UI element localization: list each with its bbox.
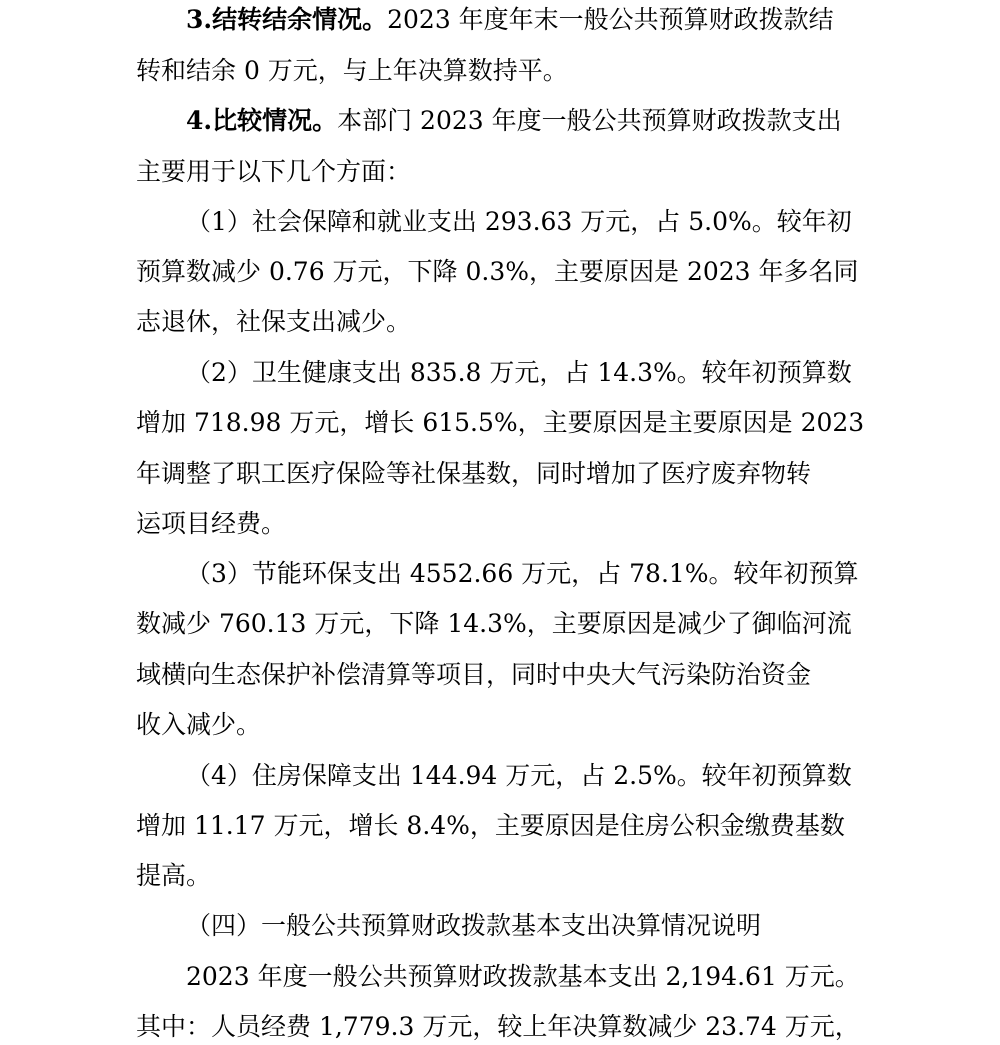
paragraph-7-line-2 bbox=[0, 1012, 1000, 1042]
paragraph-6-line-3-text: 提高。 bbox=[136, 861, 212, 890]
paragraph-4-line-1-text: （2）卫生健康支出 835.8 万元，占 14.3%。较年初预算数 bbox=[186, 358, 852, 387]
paragraph-6-line-1 bbox=[0, 761, 1000, 791]
paragraph-5-line-1 bbox=[0, 559, 1000, 589]
paragraph-1-line-2 bbox=[0, 56, 1000, 86]
paragraph-3-line-1 bbox=[0, 207, 1000, 237]
section-heading-line bbox=[0, 911, 1000, 941]
paragraph-5-line-4-text: 收入减少。 bbox=[136, 710, 262, 739]
paragraph-6-line-1-text: （4）住房保障支出 144.94 万元，占 2.5%。较年初预算数 bbox=[186, 761, 852, 790]
paragraph-6-line-2-text: 增加 11.17 万元，增长 8.4%，主要原因是住房公积金缴费基数 bbox=[136, 811, 845, 840]
paragraph-7-line-1-text: 2023 年度一般公共预算财政拨款基本支出 2,194.61 万元。 bbox=[186, 962, 860, 991]
paragraph-7-line-1 bbox=[0, 962, 1000, 992]
paragraph-2-line-2 bbox=[0, 157, 1000, 187]
paragraph-7-line-2-text: 其中：人员经费 1,779.3 万元，较上年决算数减少 23.74 万元， bbox=[136, 1012, 860, 1041]
paragraph-1-line-1-text: 2023 年度年末一般公共预算财政拨款结 bbox=[387, 5, 834, 34]
paragraph-5-line-2-text: 数减少 760.13 万元，下降 14.3%，主要原因是减少了御临河流 bbox=[136, 609, 852, 638]
paragraph-5-line-1-text: （3）节能环保支出 4552.66 万元，占 78.1%。较年初预算 bbox=[186, 559, 859, 588]
paragraph-2-line-1 bbox=[0, 106, 1000, 136]
paragraph-4-line-3 bbox=[0, 459, 1000, 489]
paragraph-1-line-2-text: 转和结余 0 万元，与上年决算数持平。 bbox=[136, 56, 568, 85]
paragraph-2-text bbox=[186, 106, 842, 136]
paragraph-3-line-1-text: （1）社会保障和就业支出 293.63 万元，占 5.0%。较年初 bbox=[186, 207, 852, 236]
section-heading: （四）一般公共预算财政拨款基本支出决算情况说明 bbox=[186, 911, 762, 940]
paragraph-5-line-3-text: 域横向生态保护补偿清算等项目，同时中央大气污染防治资金 bbox=[136, 660, 812, 689]
paragraph-5-line-3 bbox=[0, 660, 1000, 690]
paragraph-3-line-2 bbox=[0, 257, 1000, 287]
paragraph-1-heading: 3.结转结余情况。 bbox=[186, 5, 388, 34]
paragraph-5-line-2 bbox=[0, 609, 1000, 639]
paragraph-3-line-3 bbox=[0, 307, 1000, 337]
paragraph-4-line-3-text: 年调整了职工医疗保险等社保基数，同时增加了医疗废弃物转 bbox=[136, 459, 812, 488]
paragraph-4-line-2-text: 增加 718.98 万元，增长 615.5%，主要原因是主要原因是 2023 bbox=[136, 408, 865, 437]
paragraph-3-line-3-text: 志退休，社保支出减少。 bbox=[136, 307, 412, 336]
paragraph-4-line-1 bbox=[0, 358, 1000, 388]
paragraph-2-heading: 4.比较情况。 bbox=[186, 106, 338, 135]
paragraph-1-text bbox=[186, 5, 834, 35]
paragraph-2-line-1-text: 本部门 2023 年度一般公共预算财政拨款支出 bbox=[337, 106, 842, 135]
paragraph-4-line-2 bbox=[0, 408, 1000, 438]
paragraph-6-line-2 bbox=[0, 811, 1000, 841]
paragraph-6-line-3 bbox=[0, 861, 1000, 891]
paragraph-3-line-2-text: 预算数减少 0.76 万元，下降 0.3%，主要原因是 2023 年多名同 bbox=[136, 257, 859, 286]
paragraph-1-line-1 bbox=[0, 5, 1000, 35]
paragraph-4-line-4-text: 运项目经费。 bbox=[136, 509, 287, 538]
paragraph-5-line-4 bbox=[0, 710, 1000, 740]
paragraph-2-line-2-text: 主要用于以下几个方面： bbox=[136, 157, 412, 186]
paragraph-4-line-4 bbox=[0, 509, 1000, 539]
